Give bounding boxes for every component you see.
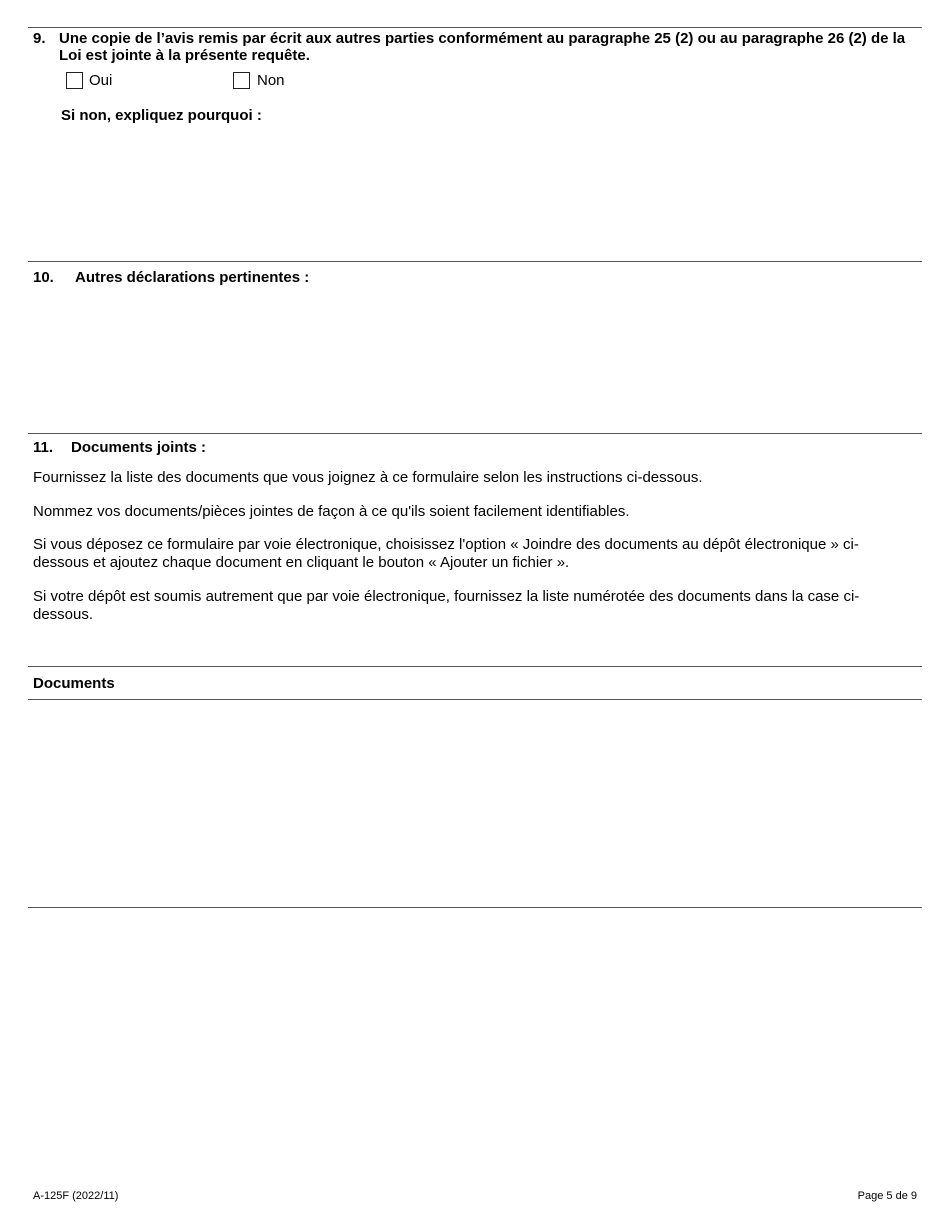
question-9-number: 9. <box>33 30 46 47</box>
page-number: Page 5 de 9 <box>857 1190 917 1202</box>
section-11-divider <box>28 433 922 434</box>
documents-top-divider <box>28 666 922 667</box>
question-11-number: 11. <box>33 439 54 456</box>
instruction-paragraph: Nommez vos documents/pièces jointes de façon à ce qu'ils soient facilement identifiables. <box>33 503 630 520</box>
question-10-number: 10. <box>33 269 54 286</box>
question-11-label: Documents joints : <box>71 439 207 456</box>
documents-heading: Documents <box>33 675 115 692</box>
question-10-label: Autres déclarations pertinentes : <box>75 269 310 286</box>
other-statements-field[interactable] <box>28 292 926 432</box>
instruction-paragraph: Si votre dépôt est soumis autrement que par voie électronique, fournissez la liste numérotée des documents dans la case ci-dessous. <box>33 588 860 623</box>
yes-checkbox[interactable] <box>66 72 83 89</box>
top-divider <box>28 27 922 28</box>
documents-header-divider <box>28 699 922 700</box>
documents-bottom-divider <box>28 907 922 908</box>
question-9-text: Une copie de l’avis remis par écrit aux autres parties conformément au paragraphe 25 (2) ou au paragraphe 26 (2) de la Loi est jointe à la présente requête. <box>59 30 906 64</box>
explain-field[interactable] <box>28 130 926 260</box>
section-10-divider <box>28 261 922 262</box>
no-checkbox[interactable] <box>233 72 250 89</box>
yes-label: Oui <box>89 72 113 89</box>
explain-label: Si non, expliquez pourquoi : <box>61 107 262 124</box>
instruction-paragraph: Si vous déposez ce formulaire par voie électronique, choisissez l'option « Joindre des documents au dépôt électronique » ci-dessous et ajoutez chaque document en cliquant le bouton « Ajouter un fichier ». <box>33 536 859 571</box>
documents-field[interactable] <box>28 704 926 906</box>
no-label: Non <box>257 72 285 89</box>
instruction-paragraph: Fournissez la liste des documents que vous joignez à ce formulaire selon les instructions ci-dessous. <box>33 469 703 486</box>
form-code: A-125F (2022/11) <box>33 1190 119 1202</box>
